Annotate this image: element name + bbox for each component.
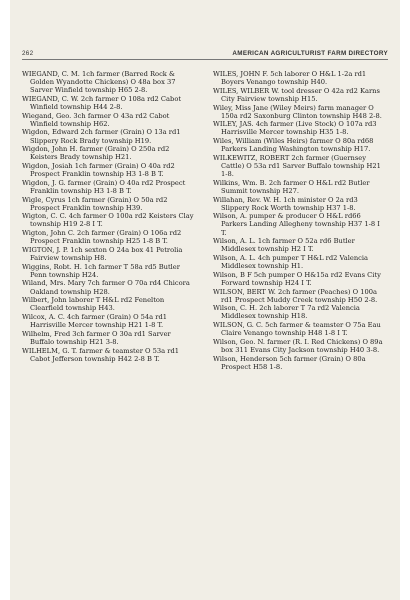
directory-entry: WIEGAND, C. W. 2ch farmer O 108a rd2 Cabot Winfield township H44 2-8. (22, 94, 182, 111)
directory-entry: WILEY, JAS. 4ch farmer (Live Stock) O 107a rd3 Harrisville Mercer township H35 1-8. (213, 120, 377, 137)
directory-entry: Wigdon, John H. farmer (Grain) O 250a rd2 Keisters Brady township H21. (22, 145, 170, 162)
directory-entry: Wilson, Geo. N. farmer (R. I. Red Chickens) O 89a box 311 Evans City Jackson township H40 3-8. (213, 337, 383, 354)
running-title: AMERICAN AGRICULTURIST FARM DIRECTORY (232, 50, 388, 57)
right-column (213, 70, 385, 371)
directory-page (10, 0, 400, 600)
directory-entry: WILKEWITZ, ROBERT 2ch farmer (Guernsey Cattle) O 53a rd1 Sarver Buffalo township H21 1-8. (213, 153, 381, 179)
directory-entry: Wilson, A. L. 1ch farmer O 52a rd6 Butler Middlesex township H2 I T. (213, 237, 355, 254)
directory-entry: Wigdon, Josiah 1ch farmer (Grain) O 40a rd2 Prospect Franklin township H3 1-8 B T. (22, 162, 175, 179)
directory-entry: Wilhelm, Fred 3ch farmer O 30a rd1 Sarver Buffalo township H21 3-8. (22, 329, 171, 346)
directory-entry: WILSON, BERT W. 2ch farmer (Peaches) O 100a rd1 Prospect Muddy Creek township H50 2-8. (213, 287, 378, 304)
directory-entry: Wiley, Miss Jane (Wiley Meirs) farm manager O 150a rd2 Saxonburg Clinton township H48 2-8. (213, 103, 382, 120)
directory-entry: Wiggins, Robt. H. 1ch farmer T 58a rd5 Butler Penn township H24. (22, 262, 180, 279)
directory-entry: Wilbert, John laborer T H&L rd2 Fenelton Clearfield township H43. (22, 296, 165, 313)
directory-entry: WIGTON, J. P. 1ch sexton O 24a box 41 Petrolia Fairview township H8. (22, 245, 183, 262)
directory-entry: Wigdon, Edward 2ch farmer (Grain) O 13a rd1 Slippery Rock Brady township H19. (22, 128, 181, 145)
directory-entry: WILES, WILBER W. tool dresser O 42a rd2 Karns City Fairview township H15. (213, 86, 380, 103)
directory-entry: Wilson, Henderson 5ch farmer (Grain) O 80a Prospect H58 1-8. (213, 354, 366, 371)
directory-entry: WILHELM, G. T. farmer & teamster O 53a rd1 Cabot Jefferson township H42 2-8 B T. (22, 346, 179, 363)
page-header (22, 50, 388, 60)
directory-entry: Wilson, A. pumper & producer O H&L rd66 Parkers Landing Allegheny township H37 1-8 I T. (213, 212, 380, 237)
directory-entry: Wiegand, Geo. 3ch farmer O 43a rd2 Cabot Winfield township H62. (22, 111, 170, 128)
directory-entry: Wilson, A. L. 4ch pumper T H&L rd2 Valencia Middlesex township H1. (213, 254, 369, 271)
directory-entry: WIEGAND, C. M. 1ch farmer (Barred Rock & Golden Wyandotte Chickens) O 48a box 37 Sarver Winfield township H65 2-8. (22, 70, 176, 95)
directory-entry: Wiland, Mrs. Mary 7ch farmer O 70a rd4 Chicora Oakland township H28. (22, 279, 190, 296)
directory-entry: Wigton, John C. 2ch farmer (Grain) O 106a rd2 Prospect Franklin township H25 1-8 B T. (22, 229, 182, 246)
directory-entry: Wilcox, A. C. 4ch farmer (Grain) O 54a rd1 Harrisville Mercer township H21 1-8 T. (22, 313, 168, 330)
left-column (22, 70, 194, 363)
directory-entry: Wilkins, Wm. B. 2ch farmer O H&L rd2 Butler Summit township H27. (213, 178, 370, 195)
directory-entry: WILSON, G. C. 5ch farmer & teamster O 75a Eau Claire Venango township H48 1-8 I T. (213, 321, 381, 338)
directory-entry: WILES, JOHN F. 5ch laborer O H&L 1-2a rd1 Boyers Venango township H40. (213, 70, 367, 87)
directory-entry: Willahan, Rev. W. H. 1ch minister O 2a rd3 Slippery Rock Worth township H37 1-8. (213, 195, 358, 212)
directory-entry: Wigton, C. C. 4ch farmer O 100a rd2 Keisters Clay township H19 2-8 I T. (22, 212, 194, 229)
page-number: 262 (22, 50, 34, 57)
directory-entry: Wilson, B F 5ch pumper O H&15a rd2 Evans City Forward township H24 I T. (213, 270, 381, 287)
directory-entry: Wigle, Cyrus 1ch farmer (Grain) O 50a rd2 Prospect Franklin township H39. (22, 195, 168, 212)
directory-entry: Wilson, C. H. 2ch laborer T 7a rd2 Valencia Middlesex township H18. (213, 304, 360, 321)
directory-entry: Wiles, William (Wiles Heirs) farmer O 80a rd68 Parkers Landing Washington township H17. (213, 137, 374, 154)
directory-entry: Wigdon, J. G. farmer (Grain) O 40a rd2 Prospect Franklin township H3 1-8 B T. (22, 178, 186, 195)
